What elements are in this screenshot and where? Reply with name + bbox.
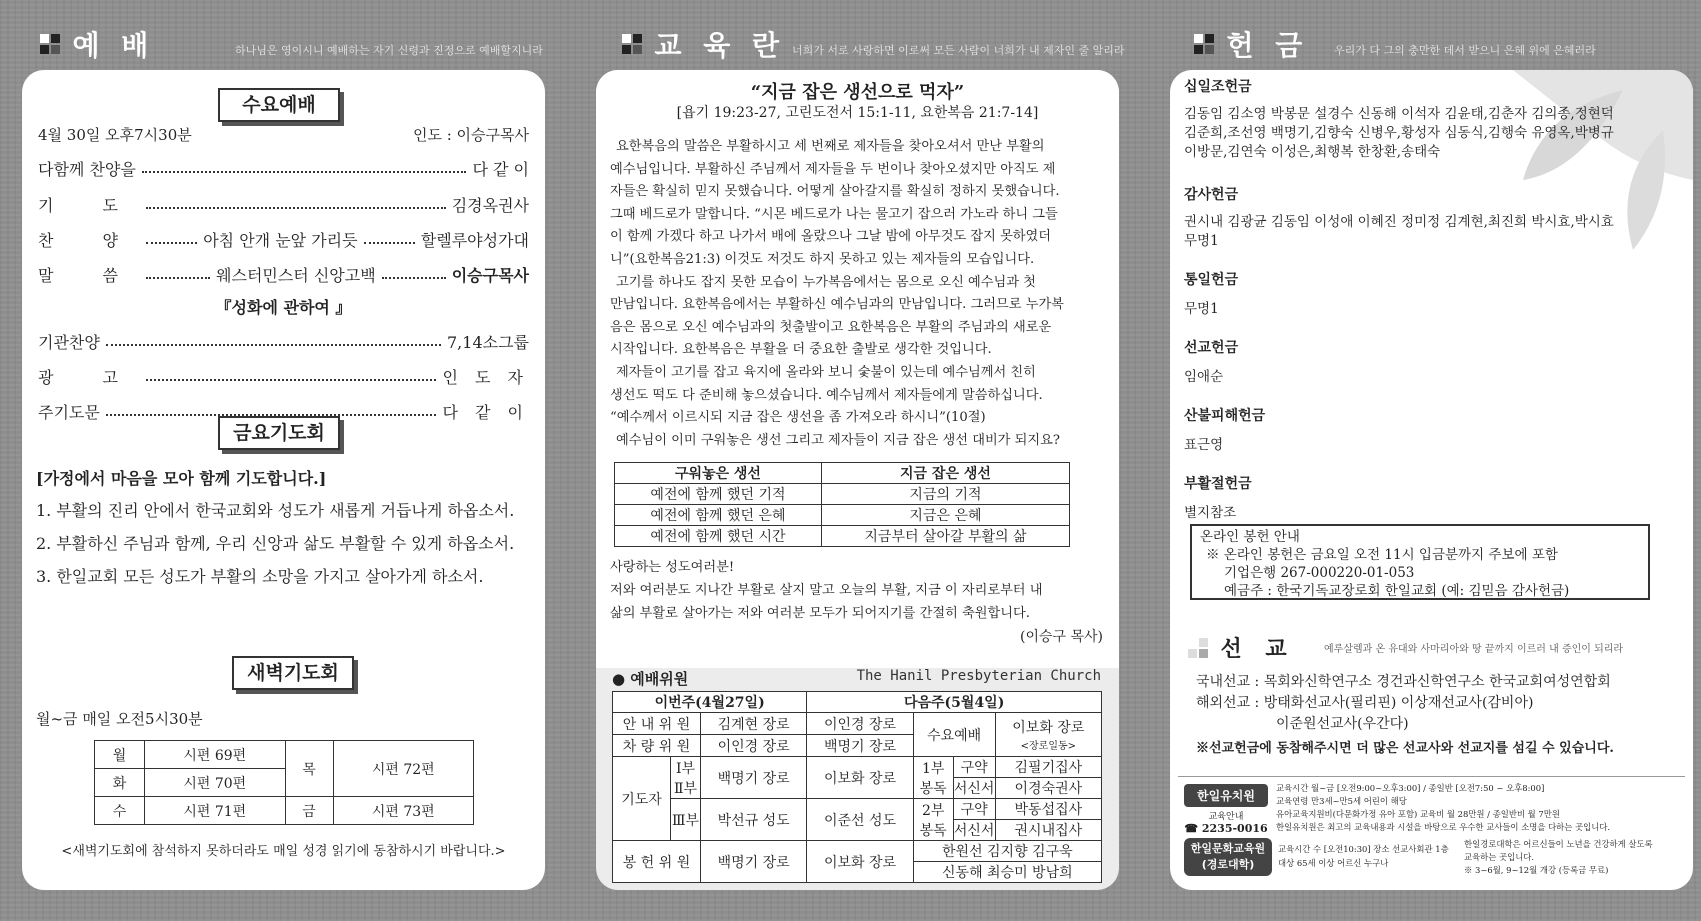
order-row: 광 고 인 도 자 — [38, 367, 529, 387]
worship-committee-table: 이번주(4월27일) 다음주(5월4일) 안 내 위 원 김계현 장로 이인경 장로 수요예배 이보화 장로 <장로일동> 차 량 위 원 이인경 장로 백명기 장로 기도자 Ⅰ부 Ⅱ부 백명기 장로 이보화 장로 1부 봉독 구약 김필기집사 서신서 이경숙권사 Ⅲ부 박선규 성도 이준선 성도 2부 봉독 구약 박동섭집사 서신서 권시내집사 봉 헌 위 원 백명기 장로 이보화 장로 한원선 김지향 김구욱 신동해 최승미 방남희 — [612, 691, 1102, 883]
mission-header: 선 교 예루살렘과 온 유대와 사마리아와 땅 끝까지 이르러 내 증인이 되리라 — [1188, 632, 1688, 662]
dawn-note: <새벽기도회에 참석하지 못하더라도 매일 성경 읽기에 동참하시기 바랍니다.> — [61, 844, 506, 859]
prayer-heading: [가정에서 마음을 모아 함께 기도합니다.] — [36, 469, 327, 488]
header-worship — [40, 24, 543, 64]
senior-college-notes: 한일경로대학은 어르신들이 노년을 건강하게 살도록 교육하는 곳입니다. ※ 3~6월, 9~12월 개강 (등록금 무료) — [1464, 839, 1653, 875]
closing: 사랑하는 성도여러분! 저와 여러분도 지나간 부활로 살지 말고 오늘의 부활, 지금 이 자리로부터 내 삶의 부활로 살아가는 저와 여러분 모두가 되어지기를 간절히 축원합니다. — [610, 560, 1043, 621]
signature: (이승구 목사) — [1020, 629, 1103, 645]
dawn-time: 월~금 매일 오전5시30분 — [36, 710, 203, 728]
tab-wednesday-service: 수요예배 — [218, 88, 340, 122]
church-name-en: The Hanil Presbyterian Church — [856, 668, 1101, 684]
education-panel — [596, 70, 1119, 890]
prayer-item: 1. 부활의 진리 안에서 한국교회와 성도가 새롭게 거듭나게 하옵소서. — [36, 501, 515, 520]
senior-college-logo: 한일문화교육원 (경로대학) — [1184, 838, 1272, 876]
tab-friday-prayer: 금요기도회 — [218, 416, 340, 450]
section-subtitle: 너희가 서로 사랑하면 이로써 모든 사람이 너희가 내 제자인 줄 알리라 — [792, 44, 1125, 57]
online-offering-box: 온라인 봉헌 안내 ※ 온라인 봉헌은 금요일 오전 11시 입금분까지 주보에 포함 기업은행 267-000220-01-053 예금주 : 한국기독교장로회 한일교회 (예: 김믿음 감사헌금) — [1190, 524, 1650, 600]
section-title: 예 배 — [72, 29, 155, 62]
order-row: 주기도문 다 같 이 — [38, 402, 529, 422]
section-square-icon — [1188, 638, 1208, 658]
kindergarten-info: 교육시간 월~금 [오전9:00~오후3:00] / 종일반 [오전7:50 ~ 오후8:00] 교육연령 만3세~만5세 어린이 해당 유아교육지원비(다문화가정 유아 포함) 교육비 월 28만원 / 종일반비 월 7만원 한일유치원은 최고의 교육내용과 시설을 바탕으로 우수한 교사들이 소명을 다하는 곳입니다. — [1276, 783, 1611, 832]
order-row: 기관찬양 7,14소그룹 — [38, 332, 529, 352]
prayer-item: 2. 부활하신 주님과 함께, 우리 신앙과 삶도 부활할 수 있게 하옵소서. — [36, 534, 515, 553]
senior-college-info: 교육시간 수 [오전10:30] 장소 선교사회관 1층 대상 65세 이상 어르신 누구나 — [1278, 844, 1449, 868]
prayer-item: 3. 한일교회 모든 성도가 부활의 소망을 가지고 살아가게 하소서. — [36, 567, 484, 586]
offering-list: 십일조헌금 김동임 김소영 박봉문 설경수 신동해 이석자 김윤태,김춘자 김의종,정현덕 김준희,조선영 백명기,김향숙 신병우,황성자 심동식,김행숙 유영옥,박병규 이방문,김연숙 이성은,최행복 한창환,송태숙 감사헌금 권시내 김광균 김동임 이성애 이혜진 정미정 김계현,최진희 박시효,박시효 무명1 통일헌금 무명1 선교헌금 임애순 산불피해헌금 표근영 부활절헌금 별지참조 — [1184, 79, 1614, 521]
sermon-body: 요한복음의 말씀은 부활하시고 세 번째로 제자들을 찾아오셔서 만난 부활의 예수님입니다. 부활하신 주님께서 제자들을 두 번이나 찾아오셨지만 아직도 제 자들은 확실히 믿지 못했습니다. 어떻게 살아갈지를 확실히 정하지 못했습니다. 그때 베드로가 말합니다. “시몬 베드로가 나는 물고기 잡으러 가노라 하니 그들 이 함께 가겠다 하고 나가서 배에 올랐으나 그날 밤에 아무것도 잡지 못하였더 니”(요한복음21:3) 이것도 저것도 하지 못하고 있는 제자들의 모습입니다. 고기를 하나도 잡지 못한 모습이 누가복음에서는 몸으로 오신 예수님과 첫 만남입니다. 요한복음에서는 부활하신 예수님과의 만남입니다. 그러므로 누가복 음은 몸으로 오신 예수님과의 첫출발이고 요한복음은 부활의 주님과의 새로운 시작입니다. 요한복음은 부활을 더 중요한 출발로 생각한 것입니다. 제자들이 고기를 잡고 육지에 올라와 보니 숯불이 있는데 예수님께서 친히 생선도 떡도 다 준비해 놓으셨습니다. 예수님께서 제자들에게 말씀하십니다. “예수께서 이르시되 지금 잡은 생선을 좀 가져오라 하시니”(10절) 예수님이 이미 구워놓은 생선 그리고 제자들이 지금 잡은 생선 대비가 되지요? — [610, 139, 1064, 448]
tab-dawn-prayer: 새벽기도회 — [232, 656, 354, 690]
mission-body: 국내선교 : 목회와신학연구소 경건과신학연구소 한국교회여성연합회 해외선교 : 방태화선교사(필리핀) 이상재선교사(감비아) 이준원선교사(우간다) ※선교헌금에 동참해주시면 더 많은 선교사와 선교지를 섬길 수 있습니다. — [1196, 674, 1614, 756]
committee-title: ● 예배위원 — [612, 670, 689, 688]
offering-panel — [1170, 70, 1693, 890]
section-subtitle: 우리가 다 그의 충만한 데서 받으니 은혜 위에 은혜러라 — [1334, 44, 1596, 57]
order-row: 말 씀 웨스터민스터 신앙고백 이승구목사 — [38, 265, 529, 285]
dawn-reading-table: 월 시편 69편 목 시편 72편 화 시편 70편 수 시편 71편 금 시편 73편 — [94, 740, 474, 825]
section-title: 헌 금 — [1226, 29, 1309, 62]
order-row: 기 도 김경옥권사 — [38, 195, 529, 215]
section-square-icon — [1194, 34, 1214, 54]
section-square-icon — [40, 34, 60, 54]
kindergarten-logo: 한일유치원 교육안내 ☎ 2235-0016 — [1184, 784, 1268, 835]
fish-comparison-table: 구워놓은 생선 지금 잡은 생선 예전에 함께 했던 기적 지금의 기적 예전에 함께 했던 은혜 지금은 은혜 예전에 함께 했던 시간 지금부터 살아갈 부활의 삶 — [614, 462, 1070, 547]
order-row: 찬 양 아침 안개 눈앞 가리듯 할렐루야성가대 — [38, 230, 530, 250]
worship-panel — [22, 70, 545, 890]
order-row: 다함께 찬양을 다 같 이 — [38, 159, 529, 179]
sermon-title: “지금 잡은 생선으로 먹자” — [750, 82, 965, 103]
section-square-icon — [622, 34, 642, 54]
sermon-reference: [욥기 19:23-27, 고린도전서 15:1-11, 요한복음 21:7-14] — [676, 105, 1039, 121]
service-leader: 인도 : 이승구목사 — [412, 126, 529, 144]
header-education — [622, 24, 1125, 64]
service-date: 4월 30일 오후7시30분 — [38, 126, 192, 144]
section-subtitle: 하나님은 영이시니 예배하는 자기 신령과 진정으로 예배할지니라 — [235, 44, 543, 57]
header-offering — [1194, 24, 1596, 64]
section-title: 교 육 란 — [654, 29, 786, 62]
sermon-topic: 『성화에 관하여 』 — [215, 298, 352, 317]
